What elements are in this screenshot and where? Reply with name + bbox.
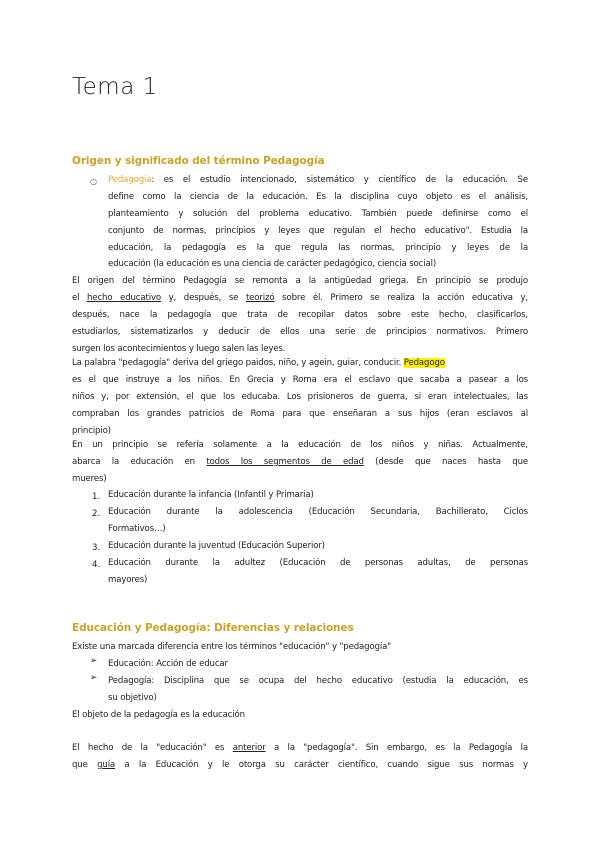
list-number: 3. xyxy=(92,543,101,553)
paragraph-word-origin xyxy=(72,355,528,439)
text-line: que guía a la Educación y le otorga su carácter científico, cuando sigue sus normas y xyxy=(72,759,528,770)
text-line: su objetivo) xyxy=(108,692,157,703)
text-line: El hecho de la "educación" es anterior a la "pedagogía". Sin embargo, es la Pedagogía la xyxy=(72,743,528,753)
text-line: abarca la educación en todos los segmentos de edad (desde que naces hasta que xyxy=(72,456,528,467)
text-line-underlined: el hecho educativo y, después, se teorizó sobre él. Primero se realiza la acción educativa y, xyxy=(72,292,528,303)
text-line: define como la ciencia de la educación. Es la disciplina cuyo objeto es el análisis, xyxy=(108,191,528,202)
list-number: 1. xyxy=(92,492,101,502)
paragraph-relation xyxy=(72,740,528,774)
text-line: después, nace la pedagogía que trata de recopilar datos sobre este hecho, clasificarlos, xyxy=(72,309,528,320)
list-number: 2. xyxy=(92,509,101,519)
underlined-anterior: anterior xyxy=(232,743,266,753)
text-line: estudiarlos, sistematizarlos y deducir de ellos una serie de principios normativos. Primero xyxy=(72,326,528,337)
text-line: Pedagogía: Disciplina que se ocupa del hecho educativo (estudia la educación, es xyxy=(108,676,528,686)
text-line: En un principio se refería solamente a la educación de los niños y niñas. Actualmente, xyxy=(72,440,528,450)
text-line: conjunto de normas, principios y leyes que regulan el hecho educativo". Estudia la xyxy=(108,225,528,236)
text-line: Educación: Acción de educar xyxy=(108,659,228,669)
paragraph-scope xyxy=(72,437,528,488)
paragraph-intro xyxy=(72,639,528,656)
arrow-bullet-icon: ➢ xyxy=(90,656,98,666)
definition-item xyxy=(108,656,528,673)
text-line: mueres) xyxy=(72,473,107,484)
text-line: educación, la pedagogía es la que regula las normas, principio y leyes de la xyxy=(108,242,528,253)
underlined-term: hecho educativo xyxy=(87,292,161,303)
page-title: Tema 1 xyxy=(72,74,158,100)
text-line: mayores) xyxy=(108,574,148,585)
underlined-segmentos: todos los segmentos de edad xyxy=(206,456,364,467)
text-line: es el que instruye a los niños. En Grecia y Roma era el esclavo que sacaba a pasear a los xyxy=(72,374,528,385)
highlight-pedagogo: Pedagogo xyxy=(403,358,445,368)
underlined-term: teorizó xyxy=(245,292,275,303)
arrow-bullet-icon: ➢ xyxy=(90,673,98,683)
text-line: Educación durante la adolescencia (Educación Secundaria, Bachillerato, Ciclos xyxy=(108,507,528,517)
text-line: Pedagogía: es el estudio intencionado, sistemático y científico de la educación. Se xyxy=(108,175,528,185)
text-line: Educación durante la adultez (Educación de personas adultas, de personas xyxy=(108,558,528,568)
section-heading-origin: Origen y significado del término Pedagogía xyxy=(72,155,325,167)
text-line: Formativos…) xyxy=(108,523,166,534)
list-item xyxy=(108,555,528,589)
paragraph-origin xyxy=(72,273,528,357)
bullet-pedagogia xyxy=(108,172,528,273)
underlined-guia: guía xyxy=(97,759,116,770)
list-item xyxy=(108,504,528,538)
text-line: El objeto de la pedagogía es la educación xyxy=(72,710,245,720)
term-pedagogia: Pedagogía xyxy=(108,175,152,185)
text-line: surgen los acontecimientos y luego salen las leyes. xyxy=(72,343,286,354)
text-line: Existe una marcada diferencia entre los términos "educación" y "pedagogía" xyxy=(72,642,392,652)
paragraph-object xyxy=(72,707,528,724)
text-line: niños y, por extensión, el que los educaba. Los prisioneros de guerra, si eran intelectuales, las xyxy=(72,391,528,402)
text-line: Educación durante la juventud (Educación Superior) xyxy=(108,541,325,551)
text-line: educación (la educación es una ciencia de carácter pedagógico, ciencia social) xyxy=(108,259,437,270)
definition-item xyxy=(108,673,528,707)
text-line: La palabra "pedagogía" deriva del griego paidos, niño, y agein, guiar, conducir. Pedagogo xyxy=(72,358,445,368)
list-item xyxy=(108,487,528,504)
text-line: principio) xyxy=(72,425,111,436)
list-item xyxy=(108,538,528,555)
text-line: Educación durante la infancia (Infantil y Primaria) xyxy=(108,490,314,500)
text-line: planteamiento y solución del problema educativo. También puede definirse como el xyxy=(108,208,528,219)
text-line: El origen del término Pedagogía se remonta a la antigüedad griega. En principio se produjo xyxy=(72,276,528,286)
section-heading-differences: Educación y Pedagogía: Diferencias y relaciones xyxy=(72,622,354,634)
text-line: compraban los grandes patricios de Roma para que enseñaran a sus hijos (eran esclavos al xyxy=(72,408,528,419)
list-number: 4. xyxy=(92,560,101,570)
circle-bullet-icon: ○ xyxy=(90,177,97,186)
